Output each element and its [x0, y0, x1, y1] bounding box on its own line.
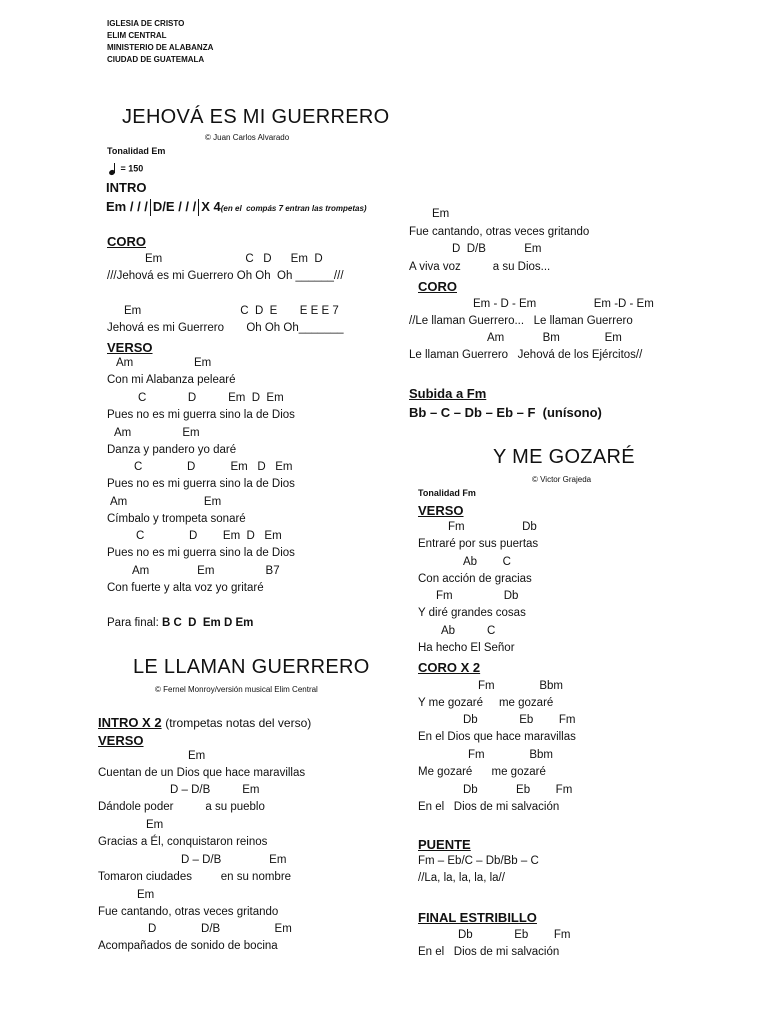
tempo-value: = 150 [120, 163, 144, 174]
chord-line: Am Em [110, 496, 222, 508]
lyric-line: Dándole poder a su pueblo [98, 801, 265, 813]
final-chords: B C D Em D Em [161, 617, 254, 629]
puente-chords: Fm – Eb/C – Db/Bb – C [418, 855, 539, 867]
chord-line: D – D/B Em [181, 854, 287, 866]
song1-key: Tonalidad Em [107, 146, 166, 156]
song3-coro-label: CORO X 2 [418, 660, 481, 675]
chord-line: C D Em D Em [136, 530, 282, 542]
song2-subida [409, 405, 602, 420]
chord-line: Am Bm Em [487, 332, 622, 344]
intro-label: INTRO X 2 [98, 715, 162, 730]
church-name: IGLESIA DE CRISTO [107, 19, 185, 28]
chord-line: D D/B Em [452, 243, 542, 255]
subida-note: (unísono) [542, 405, 602, 420]
chord-line: Em C D E E E E 7 [124, 305, 339, 317]
city-name: CIUDAD DE GUATEMALA [107, 55, 205, 64]
intro-measure-2: D/E / / / [152, 199, 197, 214]
chord-line: Ab C [441, 625, 496, 637]
chord-line: Db Eb Fm [463, 714, 576, 726]
chord-line: Em [188, 750, 206, 762]
lyric-line: Fue cantando, otras veces gritando [98, 906, 279, 918]
lyric-line: Tomaron ciudades en su nombre [98, 871, 292, 883]
chord-line: Db Eb Fm [463, 784, 573, 796]
song1-tempo [109, 163, 143, 175]
lyric-line: Jehová es mi Guerrero Oh Oh Oh_______ [107, 322, 344, 334]
chord-line: C D Em D Em [138, 392, 284, 404]
lyric-line: Con fuerte y alta voz yo gritaré [107, 582, 264, 594]
lyric-line: //Le llaman Guerrero... Le llaman Guerrero [409, 315, 633, 327]
song1-final [107, 617, 253, 629]
song1-title: JEHOVÁ ES MI GUERRERO [122, 106, 390, 128]
song2-copyright: © Fernel Monroy/versión musical Elim Central [155, 685, 318, 694]
song3-final-label: FINAL ESTRIBILLO [418, 910, 537, 925]
lyric-line: Acompañados de sonido de bocina [98, 940, 278, 952]
lyric-line: En el Dios que hace maravillas [418, 731, 576, 743]
chord-line: Em [432, 208, 450, 220]
chord-line: Fm Db [448, 521, 537, 533]
song1-verso-label: VERSO [107, 340, 153, 355]
song3-title: Y ME GOZARÉ [493, 446, 635, 468]
lyric-line: Con acción de gracias [418, 573, 532, 585]
lyric-line: Cuentan de un Dios que hace maravillas [98, 767, 306, 779]
chord-line: Em - D - Em Em -D - Em [473, 298, 654, 310]
intro-repeat: X 4 [201, 199, 221, 214]
chord-line: Fm Bbm [468, 749, 553, 761]
church-branch: ELIM CENTRAL [107, 31, 167, 40]
chord-line: Em [137, 889, 155, 901]
lyric-line: Fue cantando, otras veces gritando [409, 226, 590, 238]
chord-line: Am Em [114, 427, 200, 439]
song1-intro-line [106, 199, 367, 216]
lyric-line: Con mi Alabanza pelearé [107, 374, 236, 386]
chord-line: Fm Bbm [478, 680, 563, 692]
quarter-note-icon [109, 163, 118, 175]
final-label: Para final: [107, 617, 159, 629]
lyric-line: Pues no es mi guerra sino la de Dios [107, 547, 295, 559]
song3-puente-label: PUENTE [418, 837, 471, 852]
lyric-line: Danza y pandero yo daré [107, 444, 237, 456]
song2-subida-label: Subida a Fm [409, 386, 487, 401]
lyric-line: Y me gozaré me gozaré [418, 697, 554, 709]
chord-line: D D/B Em [148, 923, 292, 935]
song1-intro-label: INTRO [106, 180, 147, 195]
chord-line: Em C D Em D [145, 253, 323, 265]
intro-measure-1: Em / / / [106, 199, 148, 214]
song3-verso-label: VERSO [418, 503, 464, 518]
bar-line [198, 199, 199, 216]
chord-line: Am Em B7 [132, 565, 280, 577]
lyric-line: Pues no es mi guerra sino la de Dios [107, 478, 295, 490]
lyric-line: Me gozaré me gozaré [418, 766, 546, 778]
song3-copyright: © Victor Grajeda [532, 475, 592, 484]
intro-note: (en el compás 7 entran las trompetas) [220, 204, 367, 213]
chord-line: C D Em D Em [134, 461, 293, 473]
song2-intro [98, 715, 311, 730]
chord-line: Am Em [116, 357, 212, 369]
chord-line: Ab C [463, 556, 511, 568]
song2-verso-label: VERSO [98, 733, 144, 748]
song3-key: Tonalidad Fm [418, 488, 476, 498]
song1-coro-label: CORO [107, 234, 146, 249]
lyric-line: Gracias a Él, conquistaron reinos [98, 836, 268, 848]
chord-line: D – D/B Em [170, 784, 260, 796]
chord-line: Em [146, 819, 164, 831]
chord-line: Db Eb Fm [458, 929, 571, 941]
lyric-line: Pues no es mi guerra sino la de Dios [107, 409, 295, 421]
puente-lyric: //La, la, la, la, la// [418, 872, 505, 884]
subida-chords: Bb – C – Db – Eb – F [409, 405, 536, 420]
song2-title: LE LLAMAN GUERRERO [133, 656, 370, 678]
song1-copyright: © Juan Carlos Alvarado [205, 133, 290, 142]
intro-note: (trompetas notas del verso) [165, 716, 312, 730]
lyric-line: En el Dios de mi salvación [418, 801, 560, 813]
bar-line [150, 199, 151, 216]
song2-coro-label: CORO [418, 279, 457, 294]
lyric-line: En el Dios de mi salvación [418, 946, 560, 958]
ministry-name: MINISTERIO DE ALABANZA [107, 43, 214, 52]
lyric-line: Y diré grandes cosas [418, 607, 526, 619]
lyric-line: Le llaman Guerrero Jehová de los Ejércitos// [409, 349, 643, 361]
lyric-line: Ha hecho El Señor [418, 642, 515, 654]
lyric-line: Címbalo y trompeta sonaré [107, 513, 246, 525]
chord-line: Fm Db [436, 590, 519, 602]
lyric-line: Entraré por sus puertas [418, 538, 539, 550]
lyric-line: ///Jehová es mi Guerrero Oh Oh Oh ______/// [107, 270, 344, 282]
lyric-line: A viva voz a su Dios... [409, 261, 551, 273]
